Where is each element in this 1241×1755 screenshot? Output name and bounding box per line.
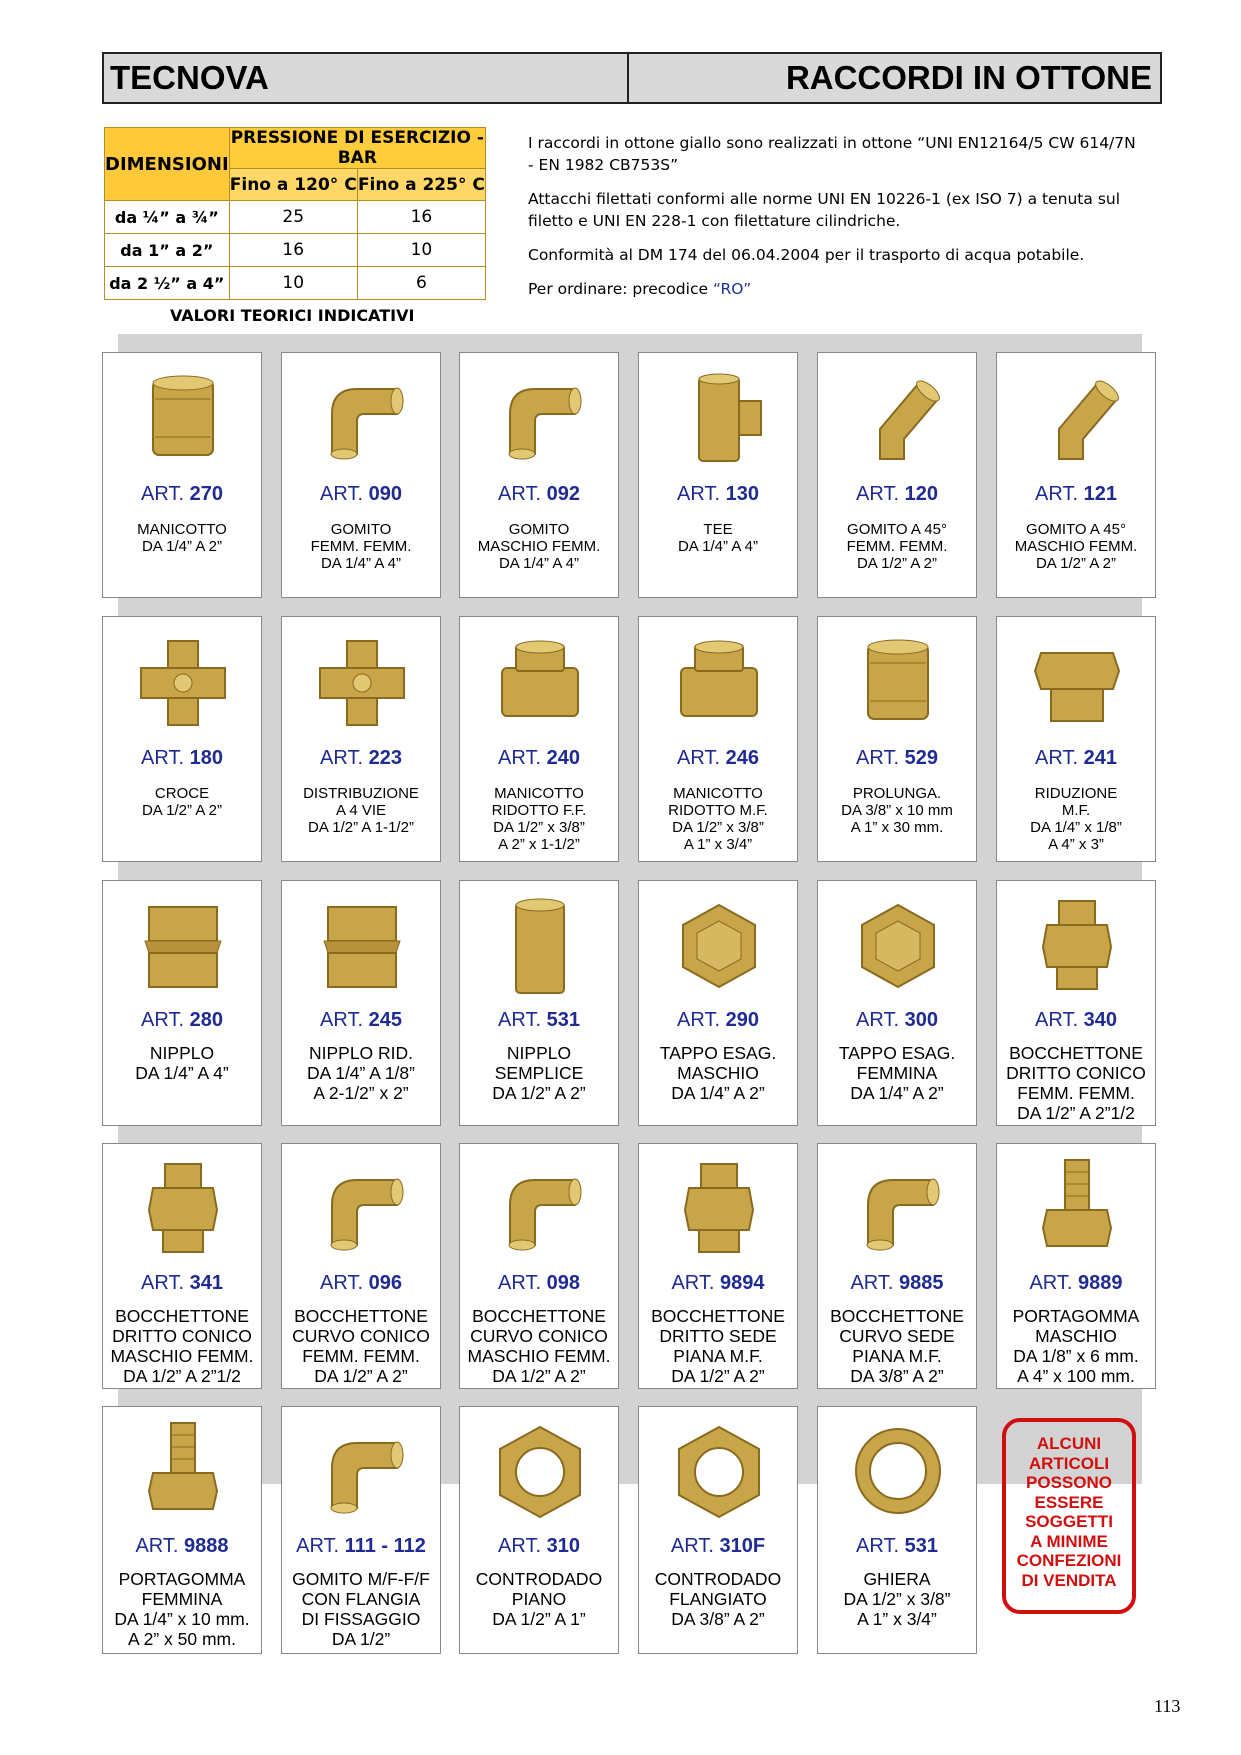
product-card: [281, 616, 441, 862]
nipple-icon: [302, 887, 422, 999]
hose-barb-icon: [123, 1413, 243, 1525]
product-card: [817, 1143, 977, 1389]
product-name: BOCCHETTONE CURVO SEDE PIANA M.F. DA 3/8” A 2”: [830, 1306, 964, 1386]
product-card: [817, 352, 977, 598]
product-card: [996, 880, 1156, 1126]
article-label: ART.: [498, 483, 542, 505]
product-name: MANICOTTO RIDOTTO M.F. DA 1/2” x 3/8” A 1” x 3/4”: [668, 785, 768, 853]
product-name: BOCCHETTONE CURVO CONICO MASCHIO FEMM. DA 1/2” A 2”: [467, 1306, 611, 1386]
article-number: 090: [368, 483, 402, 505]
article-label: ART.: [141, 483, 185, 505]
article-code: [639, 747, 797, 770]
table-header-pressure: PRESSIONE DI ESERCIZIO - BAR: [230, 128, 484, 168]
product-card: [817, 616, 977, 862]
product-name: GOMITO FEMM. FEMM. DA 1/4” A 4”: [310, 521, 412, 572]
article-label: ART.: [677, 483, 721, 505]
union-fitting-icon: [123, 1150, 243, 1262]
article-label: ART.: [320, 1009, 364, 1031]
article-number: 223: [368, 747, 402, 769]
article-number: 241: [1083, 747, 1117, 769]
article-number: 096: [368, 1272, 402, 1294]
article-number: 120: [904, 483, 938, 505]
table-row: da ¼” a ¾” 25 16: [105, 201, 486, 234]
article-label: ART.: [677, 1009, 721, 1031]
article-number: 270: [189, 483, 223, 505]
article-label: ART.: [677, 747, 721, 769]
article-number: 121: [1083, 483, 1117, 505]
elbow-fitting-icon: [302, 1413, 422, 1525]
product-card: [638, 880, 798, 1126]
article-number: 9888: [184, 1535, 229, 1557]
product-name: BOCCHETTONE CURVO CONICO FEMM. FEMM. DA 1/2” A 2”: [292, 1306, 430, 1386]
product-card: [281, 1143, 441, 1389]
product-card: [996, 1143, 1156, 1389]
article-code: [103, 1535, 261, 1558]
product-card: [817, 880, 977, 1126]
notice-box: [1002, 1418, 1136, 1614]
product-name: NIPPLO DA 1/4” A 4”: [135, 1043, 229, 1083]
product-card: [281, 880, 441, 1126]
article-number: 341: [189, 1272, 223, 1294]
article-number: 9889: [1078, 1272, 1123, 1294]
hose-barb-icon: [1017, 1150, 1137, 1262]
article-code: [460, 1272, 618, 1295]
article-code: [818, 1009, 976, 1032]
article-number: 300: [904, 1009, 938, 1031]
article-label: ART.: [856, 483, 900, 505]
product-card: [638, 1143, 798, 1389]
product-card: [102, 352, 262, 598]
article-label: ART.: [1035, 747, 1079, 769]
product-card: [281, 1406, 441, 1654]
page-header: [102, 52, 1162, 104]
product-name: RIDUZIONE M.F. DA 1/4” x 1/8” A 4” x 3”: [1030, 785, 1122, 853]
article-label: ART.: [141, 1272, 185, 1294]
product-name: CONTRODADO PIANO DA 1/2” A 1”: [475, 1569, 603, 1629]
article-label: ART.: [498, 1009, 542, 1031]
article-label: ART.: [141, 1009, 185, 1031]
product-name: PROLUNGA. DA 3/8” x 10 mm A 1” x 30 mm.: [841, 785, 953, 836]
description-conformity: Conformità al DM 174 del 06.04.2004 per il trasporto di acqua potabile.: [528, 246, 1085, 264]
hex-bushing-icon: [1017, 623, 1137, 735]
article-code: [818, 483, 976, 506]
article-label: ART.: [141, 747, 185, 769]
product-card: [996, 352, 1156, 598]
reducer-icon: [659, 623, 779, 735]
product-card: [459, 1406, 619, 1654]
article-label: ART.: [856, 1009, 900, 1031]
article-number: 531: [904, 1535, 938, 1557]
article-code: [460, 1535, 618, 1558]
article-code: [639, 1272, 797, 1295]
product-name: BOCCHETTONE DRITTO SEDE PIANA M.F. DA 1/2” A 2”: [651, 1306, 785, 1386]
article-number: 340: [1083, 1009, 1117, 1031]
table-header-225: Fino a 225° C: [357, 169, 485, 201]
article-code: [103, 1272, 261, 1295]
article-label: ART.: [320, 1272, 364, 1294]
product-name: BOCCHETTONE DRITTO CONICO FEMM. FEMM. DA 1/2” A 2”1/2: [1006, 1043, 1146, 1123]
article-number: 310: [546, 1535, 580, 1557]
article-number: 240: [546, 747, 580, 769]
article-code: [818, 1535, 976, 1558]
product-card: [638, 616, 798, 862]
article-code: [103, 1009, 261, 1032]
article-code: [282, 1272, 440, 1295]
product-name: CROCE DA 1/2” A 2”: [141, 785, 223, 819]
elbow-fitting-icon: [480, 359, 600, 471]
article-label: ART.: [671, 1272, 715, 1294]
article-label: ART.: [1035, 483, 1079, 505]
nipple-icon: [480, 887, 600, 999]
article-code: [460, 483, 618, 506]
elbow-fitting-icon: [302, 1150, 422, 1262]
article-number: 310F: [719, 1535, 766, 1557]
article-code: [460, 1009, 618, 1032]
article-label: ART.: [135, 1535, 179, 1557]
ring-icon: [838, 1413, 958, 1525]
product-name: TEE DA 1/4” A 4”: [677, 521, 759, 555]
product-name: GOMITO M/F-F/F CON FLANGIA DI FISSAGGIO DA 1/2”: [292, 1569, 430, 1649]
article-number: 111 - 112: [344, 1535, 426, 1557]
nipple-icon: [123, 887, 243, 999]
article-number: 280: [189, 1009, 223, 1031]
article-code: [103, 747, 261, 770]
lock-nut-icon: [480, 1413, 600, 1525]
product-name: BOCCHETTONE DRITTO CONICO MASCHIO FEMM. DA 1/2” A 2”1/2: [110, 1306, 254, 1386]
hex-cap-icon: [838, 887, 958, 999]
pressure-table: [104, 127, 486, 300]
elbow-45-icon: [838, 359, 958, 471]
table-header-dimensions: DIMENSIONI: [105, 128, 230, 201]
article-number: 092: [546, 483, 580, 505]
union-fitting-icon: [1017, 887, 1137, 999]
elbow-fitting-icon: [838, 1150, 958, 1262]
union-fitting-icon: [659, 1150, 779, 1262]
catalog-backdrop: [118, 334, 1142, 1484]
product-name: GOMITO A 45° MASCHIO FEMM. DA 1/2” A 2”: [1014, 521, 1138, 572]
notice-text: ALCUNI ARTICOLI POSSONO ESSERE SOGGETTI A MINIME CONFEZIONI DI VENDITA: [1016, 1434, 1122, 1590]
product-card: [102, 1406, 262, 1654]
coupling-icon: [123, 359, 243, 471]
article-code: [997, 483, 1155, 506]
article-number: 180: [189, 747, 223, 769]
product-name: GHIERA DA 1/2” x 3/8” A 1” x 3/4”: [843, 1569, 951, 1629]
article-label: ART.: [320, 483, 364, 505]
article-code: [997, 747, 1155, 770]
article-label: ART.: [498, 1272, 542, 1294]
article-code: [818, 747, 976, 770]
product-card: [459, 1143, 619, 1389]
article-label: ART.: [1029, 1272, 1073, 1294]
article-label: ART.: [498, 747, 542, 769]
product-name: TAPPO ESAG. MASCHIO DA 1/4” A 2”: [659, 1043, 777, 1103]
brand-title: TECNOVA: [104, 54, 629, 102]
product-card: [459, 352, 619, 598]
product-card: [817, 1406, 977, 1654]
product-name: DISTRIBUZIONE A 4 VIE DA 1/2” A 1-1/2”: [303, 785, 419, 836]
article-label: ART.: [850, 1272, 894, 1294]
product-name: GOMITO A 45° FEMM. FEMM. DA 1/2” A 2”: [846, 521, 948, 572]
product-card: [459, 616, 619, 862]
elbow-fitting-icon: [480, 1150, 600, 1262]
product-card: [638, 1406, 798, 1654]
elbow-45-icon: [1017, 359, 1137, 471]
table-row: da 2 ½” a 4” 10 6: [105, 267, 486, 300]
article-label: ART.: [670, 1535, 714, 1557]
section-title: RACCORDI IN OTTONE: [785, 59, 1152, 96]
table-header-120: Fino a 120° C: [229, 169, 357, 201]
cross-fitting-icon: [123, 623, 243, 735]
description-material: I raccordi in ottone giallo sono realizzati in ottone “UNI EN12164/5 CW 614/7N - EN 1982 CB753S”: [528, 134, 1136, 174]
article-code: [639, 1535, 797, 1558]
product-name: MANICOTTO RIDOTTO F.F. DA 1/2” x 3/8” A 2” x 1-1/2”: [491, 785, 587, 853]
hex-cap-icon: [659, 887, 779, 999]
article-number: 529: [904, 747, 938, 769]
article-label: ART.: [320, 747, 364, 769]
article-code: [282, 1535, 440, 1558]
article-code: [997, 1272, 1155, 1295]
product-card: [281, 352, 441, 598]
article-label: ART.: [856, 1535, 900, 1557]
article-number: 246: [725, 747, 759, 769]
table-row: da 1” a 2” 16 10: [105, 234, 486, 267]
order-prefix-code: “RO”: [712, 280, 752, 298]
lock-nut-icon: [659, 1413, 779, 1525]
article-number: 9885: [899, 1272, 944, 1294]
description-threads: Attacchi filettati conformi alle norme UNI EN 10226-1 (ex ISO 7) a tenuta sul filetto e UNI EN 228-1 con filettature cilindriche.: [528, 190, 1121, 230]
article-label: ART.: [498, 1535, 542, 1557]
product-name: TAPPO ESAG. FEMMINA DA 1/4” A 2”: [838, 1043, 956, 1103]
product-name: NIPPLO RID. DA 1/4” A 1/8” A 2-1/2” x 2”: [307, 1043, 415, 1103]
reducer-icon: [480, 623, 600, 735]
description-block: [528, 132, 1138, 312]
product-card: [102, 616, 262, 862]
article-code: [460, 747, 618, 770]
elbow-fitting-icon: [302, 359, 422, 471]
table-note: VALORI TEORICI INDICATIVI: [170, 306, 415, 325]
product-name: NIPPLO SEMPLICE DA 1/2” A 2”: [492, 1043, 586, 1103]
page-number: 113: [1154, 1696, 1181, 1716]
article-label: ART.: [856, 747, 900, 769]
article-code: [282, 483, 440, 506]
product-name: PORTAGOMMA FEMMINA DA 1/4” x 10 mm. A 2” x 50 mm.: [114, 1569, 250, 1649]
article-code: [282, 747, 440, 770]
product-name: PORTAGOMMA MASCHIO DA 1/8” x 6 mm. A 4” x 100 mm.: [1012, 1306, 1140, 1386]
product-name: MANICOTTO DA 1/4” A 2”: [137, 521, 227, 555]
cross-fitting-icon: [302, 623, 422, 735]
article-number: 9894: [720, 1272, 765, 1294]
tee-fitting-icon: [659, 359, 779, 471]
product-name: CONTRODADO FLANGIATO DA 3/8” A 2”: [654, 1569, 782, 1629]
product-name: GOMITO MASCHIO FEMM. DA 1/4” A 4”: [477, 521, 601, 572]
article-number: 531: [546, 1009, 580, 1031]
article-label: ART.: [296, 1535, 340, 1557]
product-card: [459, 880, 619, 1126]
article-code: [639, 483, 797, 506]
article-code: [639, 1009, 797, 1032]
description-order: Per ordinare: precodice “RO”: [528, 280, 752, 298]
article-number: 245: [368, 1009, 402, 1031]
article-number: 290: [725, 1009, 759, 1031]
article-number: 130: [725, 483, 759, 505]
article-code: [282, 1009, 440, 1032]
product-card: [102, 880, 262, 1126]
article-label: ART.: [1035, 1009, 1079, 1031]
product-card: [996, 616, 1156, 862]
article-code: [818, 1272, 976, 1295]
article-code: [997, 1009, 1155, 1032]
article-number: 098: [546, 1272, 580, 1294]
product-card: [638, 352, 798, 598]
coupling-icon: [838, 623, 958, 735]
product-card: [102, 1143, 262, 1389]
article-code: [103, 483, 261, 506]
